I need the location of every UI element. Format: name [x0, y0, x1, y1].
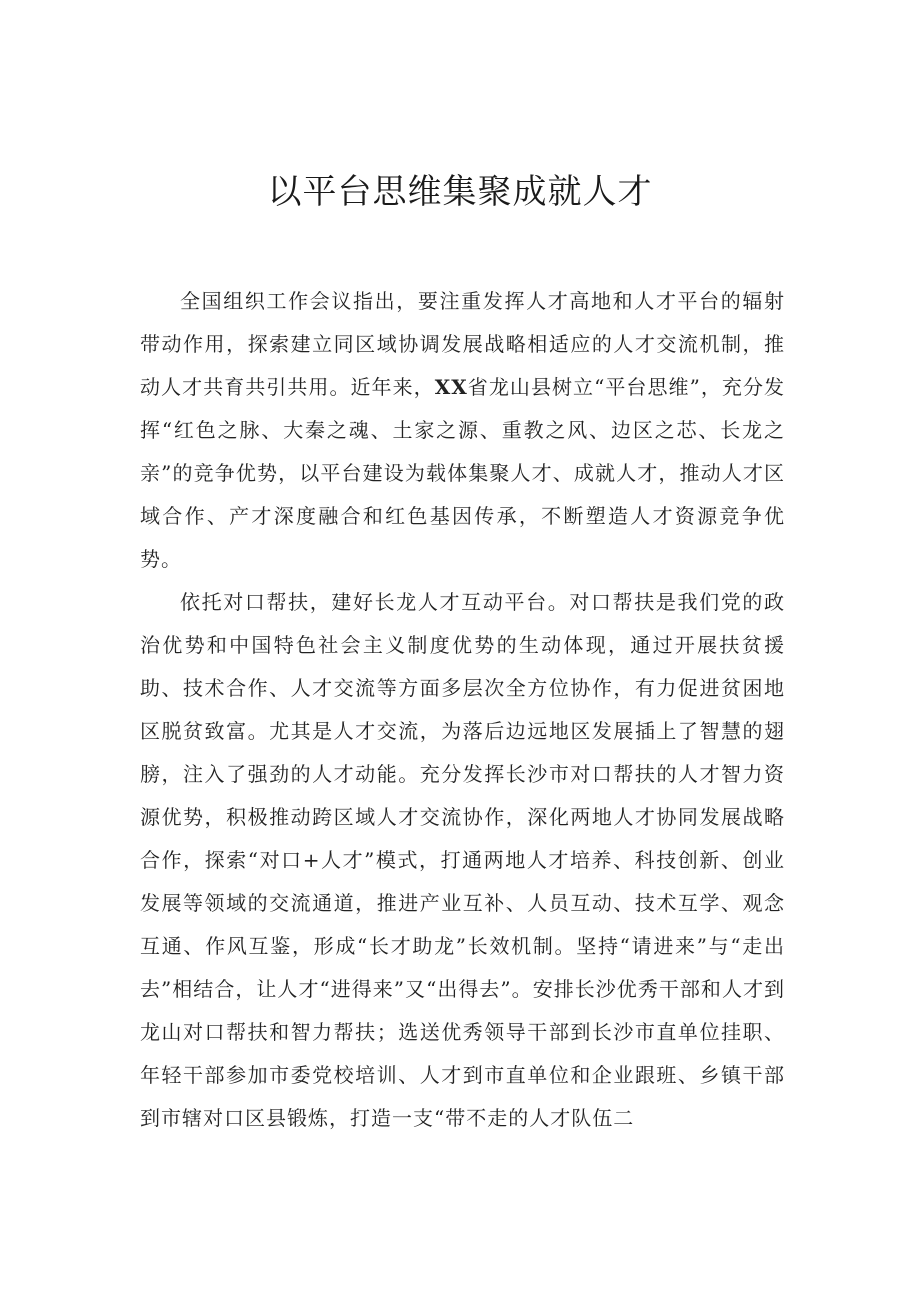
paragraph-partner-assistance: 依托对口帮扶，建好长龙人才互动平台。对口帮扶是我们党的政治优势和中国特色社会主义制度优势的生动体现，通过开展扶贫援助、技术合作、人才交流等方面多层次全方位协作，有力促进贫困地区脱贫致富。尤其是人才交流，为落后边远地区发展插上了智慧的翅膀，注入了强劲的人才动能。充分发挥长沙市对口帮扶的人才智力资源优势，积极推动跨区域人才交流协作，深化两地人才协同发展战略合作，探索“对口+人才”模式，打通两地人才培养、科技创新、创业发展等领域的交流通道，推进产业互补、人员互动、技术互学、观念互通、作风互鉴，形成“长才助龙”长效机制。坚持“请进来”与“走出去”相结合，让人才“进得来”又“出得去”。安排长沙优秀干部和人才到龙山对口帮扶和智力帮扶；选送优秀领导干部到长沙市直单位挂职、年轻干部参加市委党校培训、人才到市直单位和企业跟班、乡镇干部到市辖对口区县锻炼，打造一支“带不走的人才队伍二 — [140, 590, 785, 1130]
paragraph-intro — [140, 280, 785, 581]
paragraph-intro-rest: 省龙山县树立“平台思维”，充分发挥“红色之脉、大秦之魂、土家之源、重教之风、边区之芯、长龙之亲”的竞争优势，以平台建设为载体集聚人才、成就人才，推动人才区域合作、产才深度融合和红色基因传承，不断塑造人才资源竞争优势。 — [140, 375, 785, 571]
document-body — [140, 280, 785, 1140]
paragraph-intro-emphasis: XX — [434, 375, 468, 399]
paragraph-intro-lead: 全国组织工作会议指出，要注重发挥人才高地和人才平台的辐射带动作用，探索建立同区域协调发展战略相适应的人才交流机制，推动人才共育共引共用。近年来， — [140, 289, 785, 399]
document-title: 以平台思维集聚成就人才 — [267, 172, 653, 212]
